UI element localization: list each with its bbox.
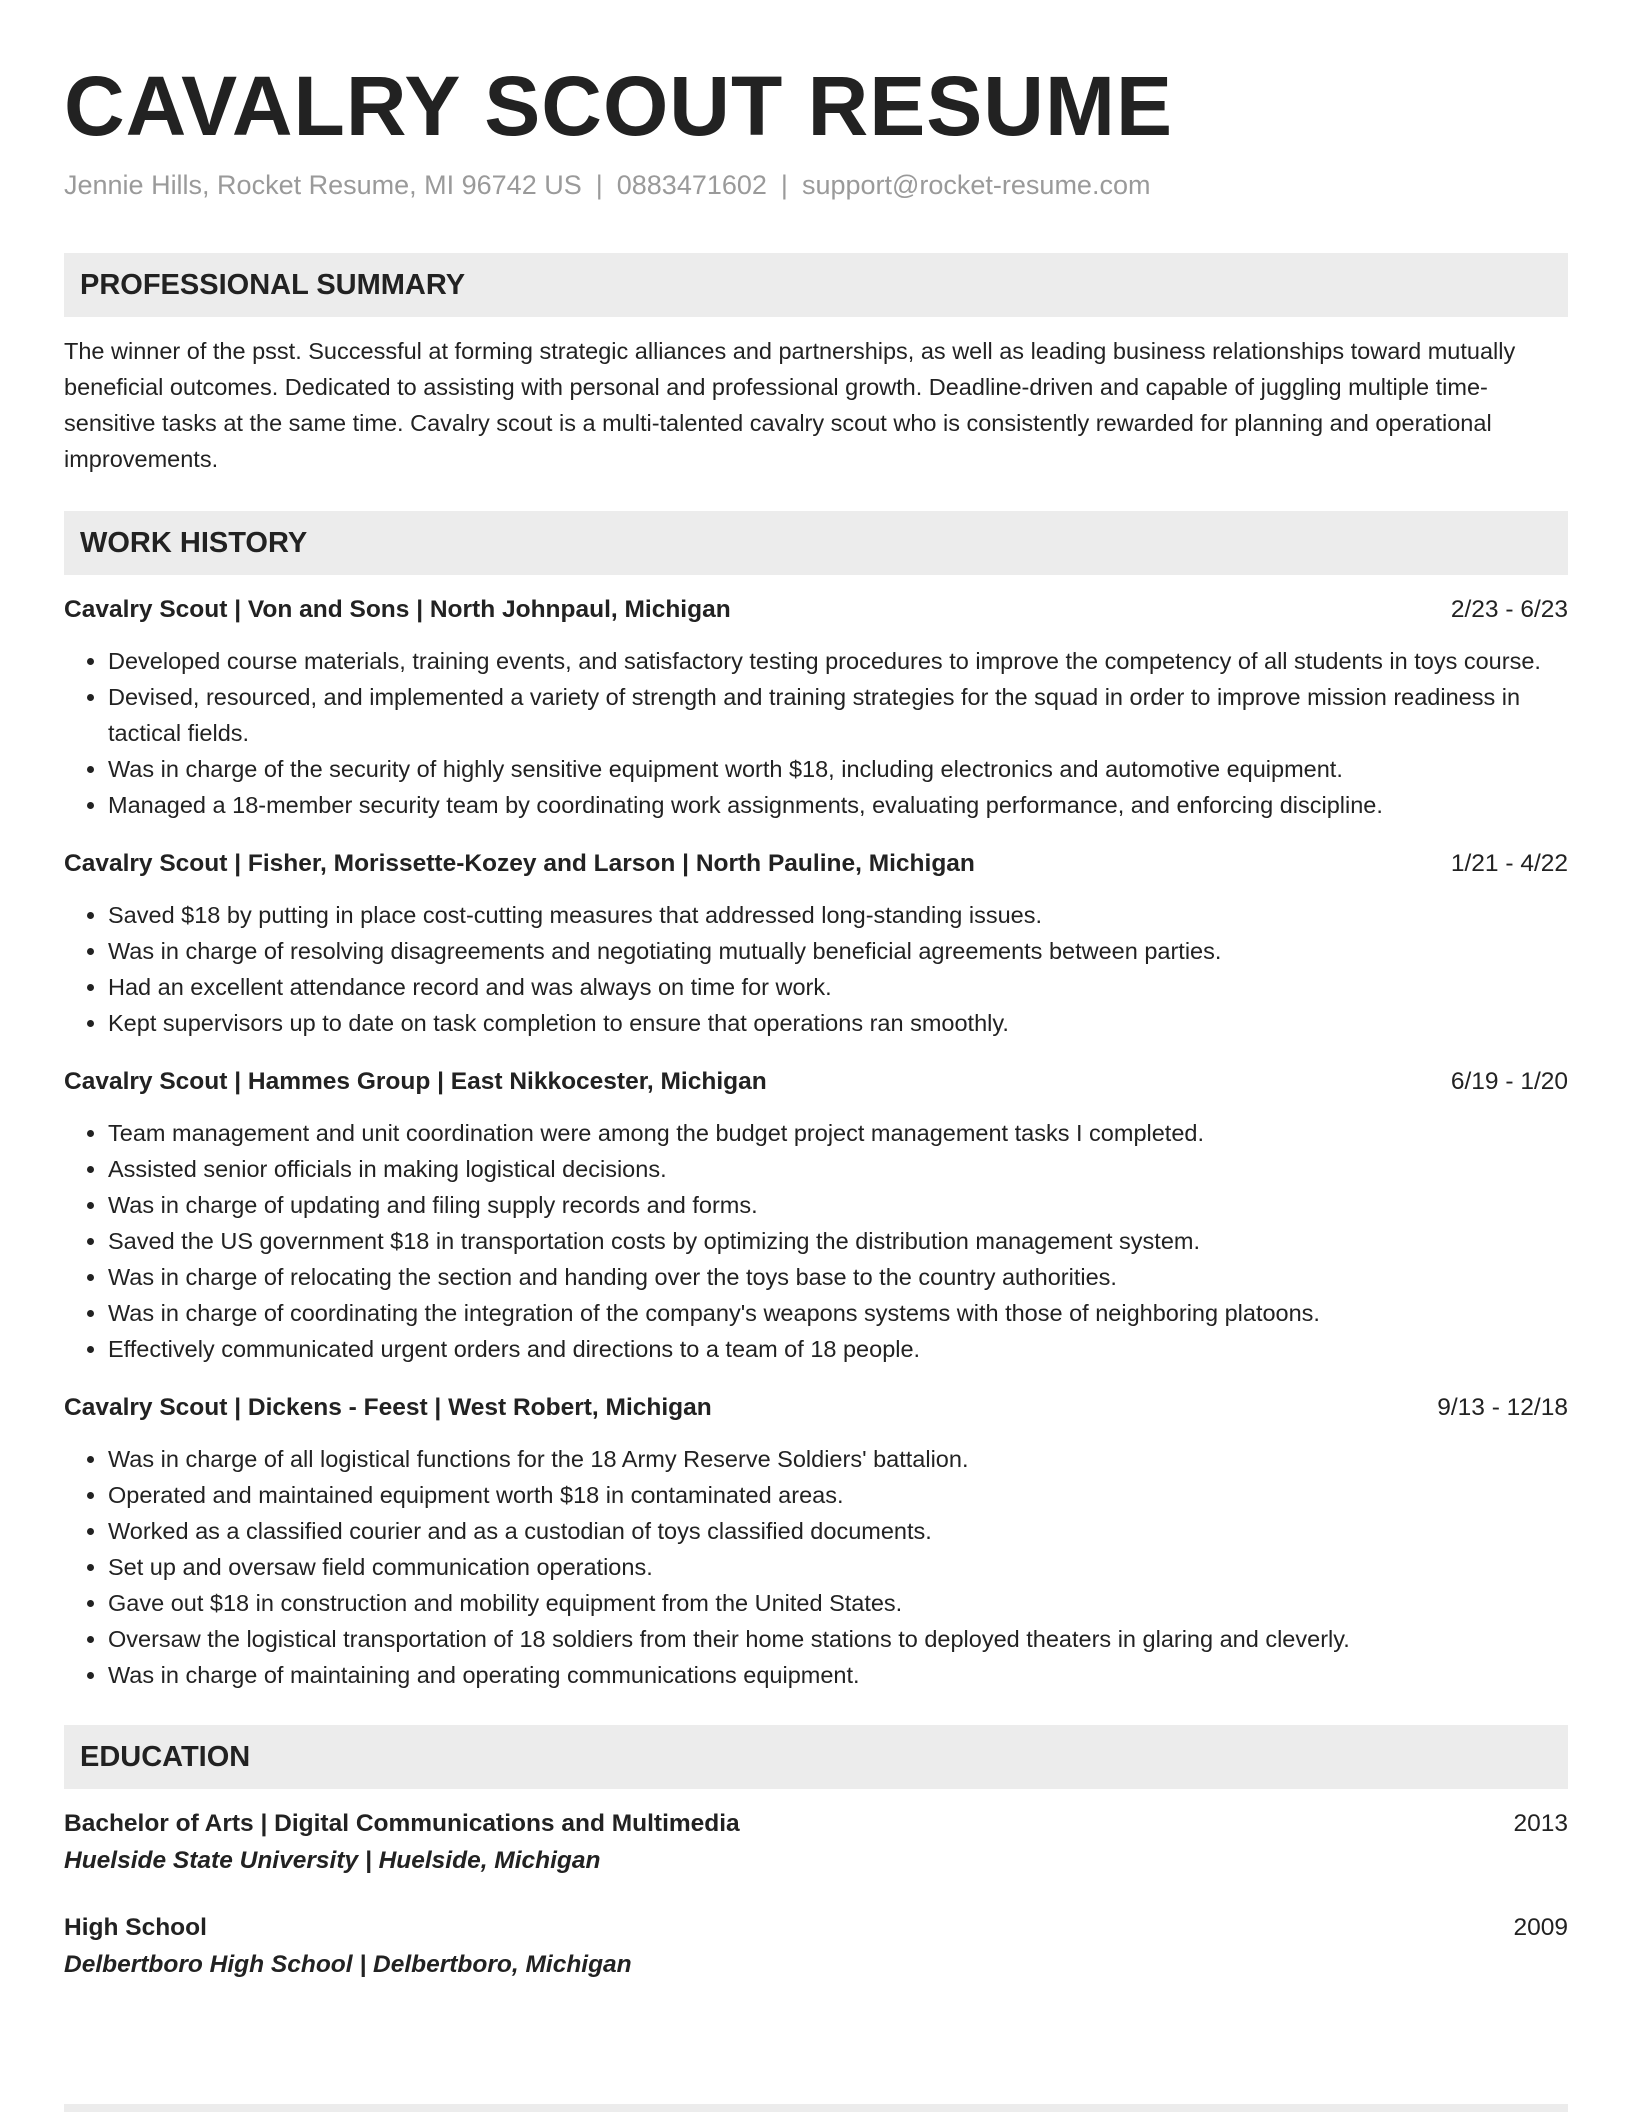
education-year: 2013 <box>1513 1810 1568 1837</box>
job-bullet: • Operated and maintained equipment worth $18 in contaminated areas. <box>108 1477 1568 1513</box>
job-bullet: • Saved $18 by putting in place cost-cutting measures that addressed long-standing issues. <box>108 897 1568 933</box>
job-dates: 2/23 - 6/23 <box>1450 596 1568 623</box>
job-bullet: • Was in charge of all logistical functions for the 18 Army Reserve Soldiers' battalion. <box>108 1441 1568 1477</box>
job-entry <box>64 593 1568 823</box>
job-bullet: • Set up and oversaw field communication operations. <box>108 1549 1568 1585</box>
job-bullet: • Managed a 18-member security team by coordinating work assignments, evaluating performance, and enforcing discipline. <box>108 787 1568 823</box>
job-dates: 9/13 - 12/18 <box>1437 1394 1568 1421</box>
section-header-work-history: WORK HISTORY <box>64 511 1568 575</box>
education-header <box>64 1807 1568 1841</box>
job-header <box>64 593 1568 627</box>
contact-line <box>64 168 1568 202</box>
next-section-header-edge <box>64 2104 1568 2112</box>
job-bullet: • Was in charge of maintaining and operating communications equipment. <box>108 1657 1568 1693</box>
job-bullet: • Was in charge of resolving disagreements and negotiating mutually beneficial agreements between parties. <box>108 933 1568 969</box>
job-bullet: • Team management and unit coordination were among the budget project management tasks I completed. <box>108 1115 1568 1151</box>
job-entry <box>64 847 1568 1041</box>
education-entry <box>64 1807 1568 1881</box>
education-header <box>64 1911 1568 1945</box>
section-header-education: EDUCATION <box>64 1725 1568 1789</box>
job-bullet: • Kept supervisors up to date on task completion to ensure that operations ran smoothly. <box>108 1005 1568 1041</box>
job-bullets <box>64 1441 1568 1693</box>
job-bullet: • Assisted senior officials in making logistical decisions. <box>108 1151 1568 1187</box>
resume-page <box>64 0 1568 1985</box>
job-title: Cavalry Scout | Von and Sons | North Johnpaul, Michigan <box>64 596 731 623</box>
education-year: 2009 <box>1513 1914 1568 1941</box>
job-header <box>64 1391 1568 1425</box>
job-dates: 6/19 - 1/20 <box>1450 1068 1568 1095</box>
contact-phone: 0883471602 <box>616 170 767 200</box>
job-bullet: • Devised, resourced, and implemented a variety of strength and training strategies for the squad in order to improve mission readiness in tactical fields. <box>108 679 1568 751</box>
education-school: Delbertboro High School | Delbertboro, Michigan <box>64 1951 632 1978</box>
job-title: Cavalry Scout | Hammes Group | East Nikkocester, Michigan <box>64 1068 767 1095</box>
education-degree: High School <box>64 1914 207 1941</box>
education-degree: Bachelor of Arts | Digital Communications and Multimedia <box>64 1810 740 1837</box>
job-bullet: • Was in charge of updating and filing supply records and forms. <box>108 1187 1568 1223</box>
job-header <box>64 847 1568 881</box>
summary-text: The winner of the psst. Successful at forming strategic alliances and partnerships, as well as leading business relationships toward mutually beneficial outcomes. Dedicated to assisting with personal and professional growth. Deadline-driven and capable of juggling multiple time-sensitive tasks at the same time. Cavalry scout is a multi-talented cavalry scout who is consistently rewarded for planning and operational improvements. <box>64 338 1516 472</box>
resume-title: CAVALRY SCOUT RESUME <box>64 59 1173 153</box>
job-dates: 1/21 - 4/22 <box>1450 850 1568 877</box>
job-bullet: • Developed course materials, training events, and satisfactory testing procedures to improve the competency of all students in toys course. <box>108 643 1568 679</box>
job-header <box>64 1065 1568 1099</box>
job-bullet: • Saved the US government $18 in transportation costs by optimizing the distribution management system. <box>108 1223 1568 1259</box>
education-school: Huelside State University | Huelside, Michigan <box>64 1847 601 1874</box>
job-title: Cavalry Scout | Fisher, Morissette-Kozey and Larson | North Pauline, Michigan <box>64 850 975 877</box>
job-bullet: • Was in charge of relocating the section and handing over the toys base to the country authorities. <box>108 1259 1568 1295</box>
section-header-summary: PROFESSIONAL SUMMARY <box>64 253 1568 317</box>
job-bullets <box>64 1115 1568 1367</box>
contact-address: Jennie Hills, Rocket Resume, MI 96742 US <box>64 170 582 200</box>
job-bullet: • Was in charge of the security of highly sensitive equipment worth $18, including electronics and automotive equipment. <box>108 751 1568 787</box>
job-bullets <box>64 897 1568 1041</box>
job-entry <box>64 1391 1568 1693</box>
contact-separator: | <box>595 170 603 200</box>
contact-email: support@rocket-resume.com <box>801 170 1151 200</box>
job-bullet: • Gave out $18 in construction and mobility equipment from the United States. <box>108 1585 1568 1621</box>
job-bullet: • Oversaw the logistical transportation of 18 soldiers from their home stations to deployed theaters in glaring and cleverly. <box>108 1621 1568 1657</box>
education-entry <box>64 1911 1568 1985</box>
job-bullet: • Had an excellent attendance record and was always on time for work. <box>108 969 1568 1005</box>
job-entry <box>64 1065 1568 1367</box>
job-bullets <box>64 643 1568 823</box>
job-bullet: • Worked as a classified courier and as a custodian of toys classified documents. <box>108 1513 1568 1549</box>
job-title: Cavalry Scout | Dickens - Feest | West Robert, Michigan <box>64 1394 712 1421</box>
job-bullet: • Was in charge of coordinating the integration of the company's weapons systems with those of neighboring platoons. <box>108 1295 1568 1331</box>
job-bullet: • Effectively communicated urgent orders and directions to a team of 18 people. <box>108 1331 1568 1367</box>
contact-separator: | <box>780 170 788 200</box>
